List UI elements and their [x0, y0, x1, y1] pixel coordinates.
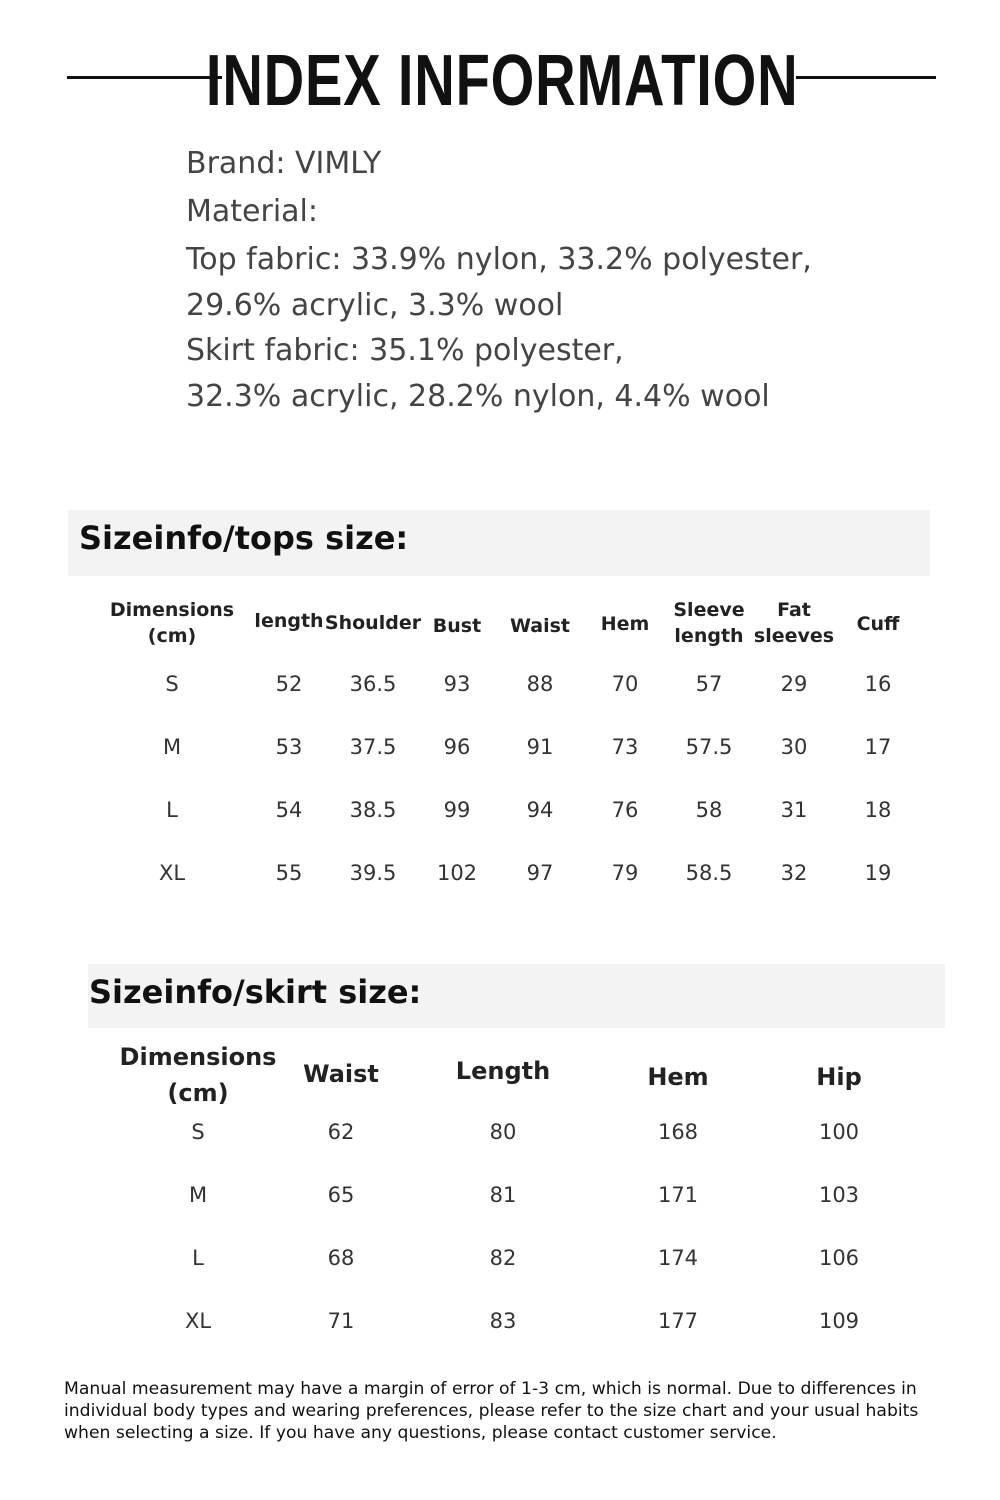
skirt-cell: 177: [657, 1309, 699, 1333]
tops-cell: 102: [436, 861, 478, 885]
skirt-cell: 82: [489, 1246, 517, 1270]
tops-cell: 97: [526, 861, 554, 885]
tops-cell: XL: [158, 861, 186, 885]
skirt-cell: XL: [184, 1309, 212, 1333]
tops-cell: 52: [275, 672, 303, 696]
tops-cell: 30: [780, 735, 808, 759]
skirt-cell: S: [191, 1120, 205, 1144]
skirt-cell: 106: [818, 1246, 860, 1270]
tops-cell: 57: [695, 672, 723, 696]
tops-cell: 36.5: [349, 672, 397, 696]
tops-cell: 96: [443, 735, 471, 759]
tops-cell: 16: [864, 672, 892, 696]
tops-cell: 70: [611, 672, 639, 696]
skirt-cell: 81: [489, 1183, 517, 1207]
info-line-material: Material:: [186, 194, 318, 229]
tops-cell: 73: [611, 735, 639, 759]
info-line-skirt-fabric: Skirt fabric: 35.1% polyester,: [186, 333, 624, 368]
skirt-section-title: Sizeinfo/skirt size:: [89, 973, 422, 1011]
tops-header-4: Waist: [509, 615, 571, 637]
footer-note: Manual measurement may have a margin of error of 1-3 cm, which is normal. Due to differences in individual body types and wearing preferences, please refer to the size chart and your usual habits when selecting a size. If you have any questions, please contact customer service.: [64, 1379, 919, 1443]
skirt-header-1: Waist: [303, 1060, 379, 1088]
skirt-cell: 103: [818, 1183, 860, 1207]
skirt-header-3: Hem: [647, 1063, 709, 1091]
skirt-cell: 65: [327, 1183, 355, 1207]
skirt-cell: M: [188, 1183, 208, 1207]
tops-cell: 76: [611, 798, 639, 822]
tops-cell: 19: [864, 861, 892, 885]
skirt-cell: 109: [818, 1309, 860, 1333]
tops-cell: 37.5: [349, 735, 397, 759]
skirt-cell: 80: [489, 1120, 517, 1144]
tops-header-6: Sleeve length: [673, 599, 745, 647]
tops-header-1: length: [254, 610, 324, 632]
skirt-header-4: Hip: [816, 1063, 862, 1091]
tops-header-5: Hem: [600, 613, 650, 635]
tops-header-0: Dimensions (cm): [109, 599, 235, 647]
tops-cell: 58: [695, 798, 723, 822]
tops-cell: 39.5: [349, 861, 397, 885]
tops-cell: 32: [780, 861, 808, 885]
tops-header-8: Cuff: [856, 613, 900, 635]
tops-cell: 91: [526, 735, 554, 759]
tops-cell: 88: [526, 672, 554, 696]
tops-cell: 29: [780, 672, 808, 696]
tops-cell: 79: [611, 861, 639, 885]
info-line-brand: Brand: VIMLY: [186, 146, 382, 181]
skirt-cell: 68: [327, 1246, 355, 1270]
skirt-cell: 171: [657, 1183, 699, 1207]
skirt-cell: 174: [657, 1246, 699, 1270]
tops-cell: 58.5: [685, 861, 733, 885]
tops-cell: 55: [275, 861, 303, 885]
tops-cell: 38.5: [349, 798, 397, 822]
tops-cell: 54: [275, 798, 303, 822]
tops-cell: M: [162, 735, 182, 759]
tops-cell: 93: [443, 672, 471, 696]
tops-cell: 94: [526, 798, 554, 822]
skirt-cell: 100: [818, 1120, 860, 1144]
page-title: INDEX INFORMATION: [205, 41, 799, 121]
tops-header-2: Shoulder: [324, 612, 422, 634]
skirt-cell: 62: [327, 1120, 355, 1144]
tops-cell: L: [166, 798, 178, 822]
tops-cell: 18: [864, 798, 892, 822]
tops-cell: 53: [275, 735, 303, 759]
skirt-cell: L: [192, 1246, 204, 1270]
info-line-skirt-fabric-cont: 32.3% acrylic, 28.2% nylon, 4.4% wool: [186, 379, 770, 414]
skirt-cell: 168: [657, 1120, 699, 1144]
tops-header-7: Fat sleeves: [753, 599, 835, 647]
tops-cell: 99: [443, 798, 471, 822]
tops-header-3: Bust: [432, 615, 482, 637]
skirt-cell: 83: [489, 1309, 517, 1333]
tops-section-title: Sizeinfo/tops size:: [79, 519, 409, 557]
info-line-top-fabric-cont: 29.6% acrylic, 3.3% wool: [186, 288, 564, 323]
skirt-header-2: Length: [455, 1057, 551, 1085]
skirt-header-0: Dimensions (cm): [119, 1043, 277, 1107]
tops-cell: 57.5: [685, 735, 733, 759]
tops-cell: 17: [864, 735, 892, 759]
info-line-top-fabric: Top fabric: 33.9% nylon, 33.2% polyester,: [186, 242, 812, 277]
skirt-cell: 71: [327, 1309, 355, 1333]
tops-cell: 31: [780, 798, 808, 822]
tops-cell: S: [165, 672, 179, 696]
